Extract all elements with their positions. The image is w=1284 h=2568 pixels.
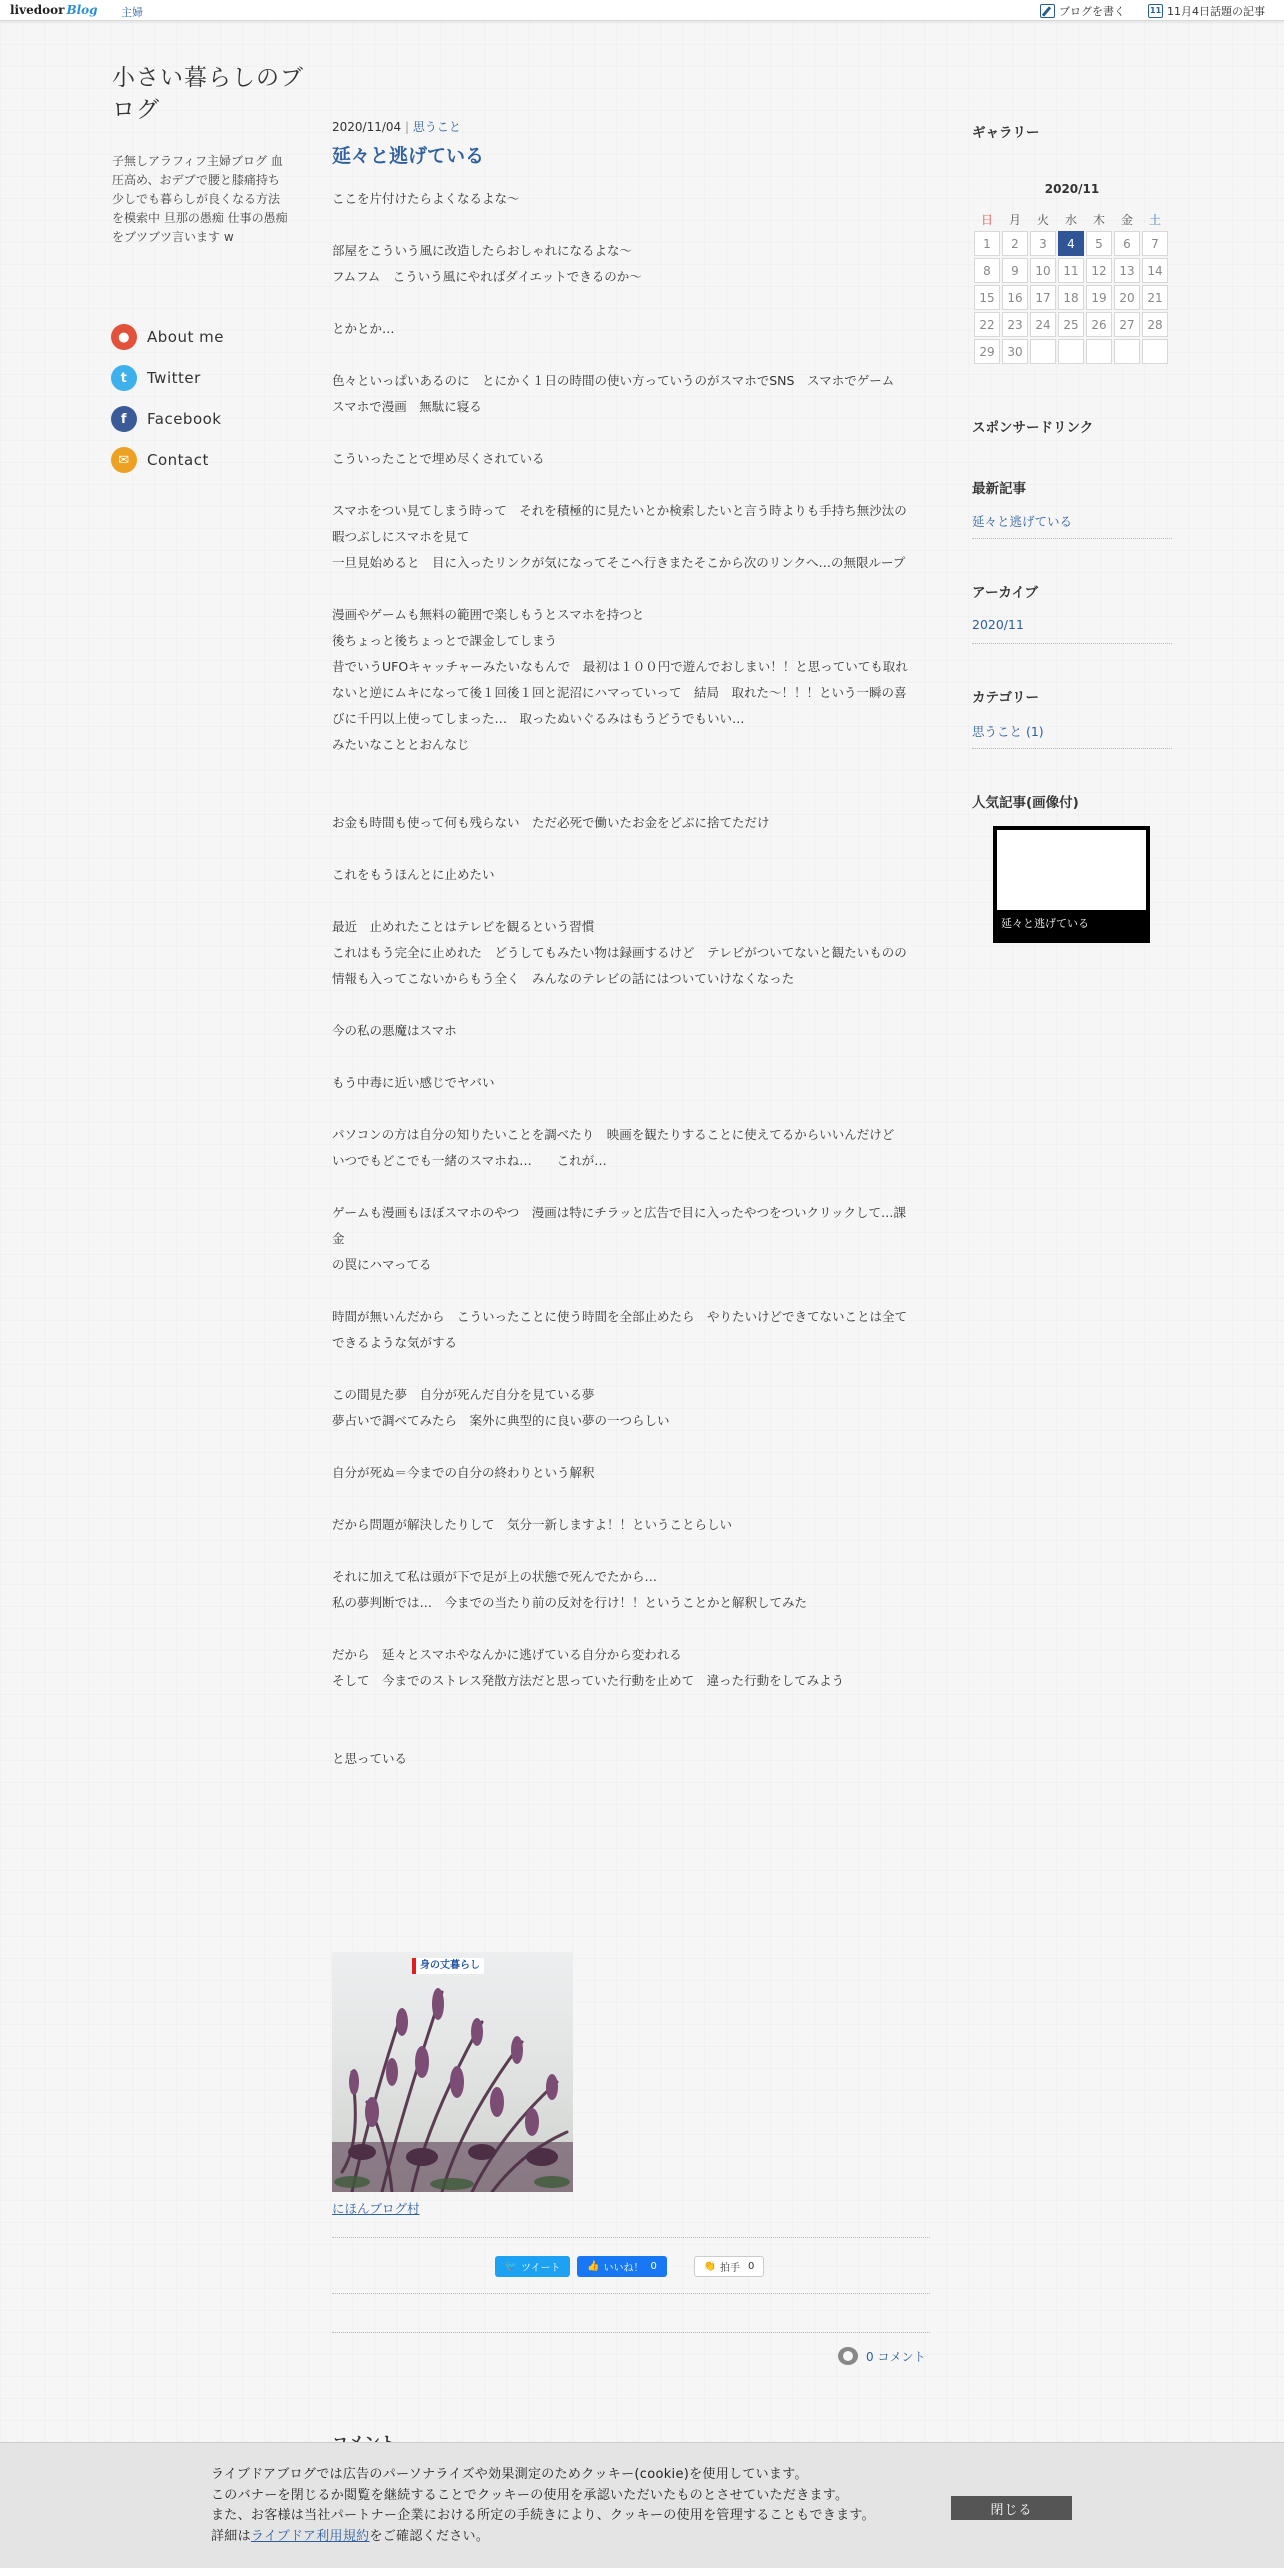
- calendar-day: 12: [1086, 258, 1112, 283]
- archive-heading: アーカイブ: [972, 585, 1039, 601]
- post-line: 後ちょっと後ちょっとで課金してしまう: [332, 633, 558, 648]
- calendar-day: 10: [1030, 258, 1056, 283]
- post-line: 自分が死ぬ＝今までの自分の終わりという解釈: [332, 1465, 595, 1480]
- post-line: [332, 342, 930, 368]
- post-line: [332, 576, 930, 602]
- post-line: ないと逆にムキになって後１回後１回と泥沼にハマっていって 結局 取れた〜！！！という一瞬の喜: [332, 685, 907, 700]
- post-meta: 2020/11/04 | 思うこと: [332, 120, 461, 134]
- calendar-day: 28: [1142, 312, 1168, 337]
- post-line: これをもうほんとに止めたい: [332, 867, 495, 882]
- social-link-contact[interactable]: [111, 447, 209, 473]
- post-line: この間見た夢 自分が死んだ自分を見ている夢: [332, 1387, 595, 1402]
- calendar-title: 2020/11: [1044, 182, 1100, 196]
- calendar-day: [1142, 339, 1168, 364]
- calendar-weekday: 日: [980, 212, 993, 227]
- post-line: [332, 1174, 930, 1200]
- calendar-day: 17: [1030, 285, 1056, 310]
- calendar-day: 6: [1114, 231, 1140, 256]
- calendar-day: [1114, 339, 1140, 364]
- post-line: 一旦見始めると 目に入ったリンクが気になってそこへ行きまたそこから次のリンクへ…の無限ループ: [332, 555, 906, 570]
- tweet-button[interactable]: 🐦 ツイート: [495, 2256, 570, 2277]
- mail-icon: ✉: [111, 447, 137, 473]
- calendar-day: 18: [1058, 285, 1084, 310]
- post-line: 色々といっぱいあるのに とにかく１日の時間の使い方っていうのがスマホでSNS スマホでゲーム: [332, 373, 895, 388]
- post-body: [332, 186, 930, 1772]
- calendar-weekday: 木: [1092, 212, 1105, 227]
- blog-village-banner-image[interactable]: [332, 1952, 573, 2192]
- post-line: びに千円以上使ってしまった… 取ったぬいぐるみはもうどうでもいい…: [332, 711, 745, 726]
- post-line: みたいなこととおんなじ: [332, 737, 470, 752]
- calendar-day: 14: [1142, 258, 1168, 283]
- calendar-weekday: 月: [1008, 212, 1021, 227]
- post-line: [332, 784, 930, 810]
- calendar-day: 21: [1142, 285, 1168, 310]
- nihon-blog-mura-link[interactable]: にほんブログ村: [332, 2201, 420, 2216]
- calendar-day: 24: [1030, 312, 1056, 337]
- calendar-day[interactable]: 4: [1058, 231, 1084, 256]
- post-line: [332, 1278, 930, 1304]
- person-icon: ●: [111, 324, 137, 350]
- blog-description: 子無しアラフィフ主婦ブログ 血圧高め、おデブで腰と膝痛持ち 少しでも暮らしが良くなる方法を模索中 旦那の愚痴 仕事の愚痴をブツブツ言います w: [112, 154, 288, 244]
- post-line: と思っている: [332, 1751, 408, 1766]
- twitter-bird-icon: 🐦: [504, 2261, 517, 2272]
- calendar-day: 20: [1114, 285, 1140, 310]
- post-line: スマホをつい見てしまう時って それを積極的に見たいとか検索したいと言う時よりも手持ち無沙汰の: [332, 503, 907, 518]
- clap-icon: 👏: [703, 2261, 717, 2272]
- calendar-day: 29: [974, 339, 1000, 364]
- share-divider-top: [332, 2237, 930, 2238]
- popular-article-caption: 延々と逃げている: [1001, 917, 1089, 930]
- calendar-weekday: 土: [1148, 212, 1161, 227]
- comment-bubble-icon: [838, 2347, 858, 2365]
- cookie-close-button[interactable]: 閉じる: [951, 2496, 1072, 2520]
- popular-article-card[interactable]: [993, 826, 1150, 943]
- blog-title[interactable]: 小さい暮らしのブログ: [112, 65, 304, 123]
- calendar-day: 2: [1002, 231, 1028, 256]
- post-line: [332, 836, 930, 862]
- post-line: 夢占いで調べてみたら 案外に典型的に良い夢の一つらしい: [332, 1413, 670, 1428]
- calendar-day: 23: [1002, 312, 1028, 337]
- calendar: [972, 207, 1170, 366]
- social-label: Facebook: [147, 410, 222, 428]
- calendar-day: 19: [1086, 285, 1112, 310]
- post-line: とかとか…: [332, 321, 395, 336]
- social-link-about-me[interactable]: [111, 324, 224, 350]
- post-line: [332, 420, 930, 446]
- calendar-day: 8: [974, 258, 1000, 283]
- post-line: [332, 1096, 930, 1122]
- post-line: [332, 888, 930, 914]
- archive-link[interactable]: 2020/11: [972, 617, 1024, 632]
- popular-heading: 人気記事(画像付): [972, 795, 1079, 811]
- post-line: いつでもどこでも一緒のスマホね… これが…: [332, 1153, 607, 1168]
- calendar-day: 22: [974, 312, 1000, 337]
- sponsored-heading: スポンサードリンク: [972, 420, 1094, 436]
- cookie-consent-bar: [0, 2442, 1284, 2568]
- popular-article-thumbnail: [997, 830, 1146, 910]
- post-line: 情報も入ってこないからもう全く みんなのテレビの話にはついていけなくなった: [332, 971, 795, 986]
- calendar-day: 11: [1058, 258, 1084, 283]
- post-line: [332, 212, 930, 238]
- post-line: [332, 992, 930, 1018]
- post-line: こういったことで埋め尽くされている: [332, 451, 545, 466]
- post-line: [332, 290, 930, 316]
- top-bar: [0, 0, 1284, 21]
- pencil-icon: [1040, 4, 1055, 18]
- write-blog-link[interactable]: ブログを書く: [1040, 3, 1125, 19]
- lavender-flowers-illustration: [332, 1952, 573, 2192]
- post-line: [332, 1720, 930, 1746]
- post-line: [332, 472, 930, 498]
- latest-heading: 最新記事: [972, 481, 1026, 497]
- post-line: ゲームも漫画もほぼスマホのやつ 漫画は特にチラッと広告で目に入ったやつをついクリックして…課: [332, 1205, 907, 1220]
- post-line: [332, 1486, 930, 1512]
- calendar-day: 27: [1114, 312, 1140, 337]
- post-line: もう中毒に近い感じでヤバい: [332, 1075, 495, 1090]
- post-line: 今の私の悪魔はスマホ: [332, 1023, 457, 1038]
- calendar-day: 3: [1030, 231, 1056, 256]
- post-line: フムフム こういう風にやればダイエットできるのか〜: [332, 269, 642, 284]
- topic-articles-link[interactable]: 11 11月4日話題の記事: [1148, 3, 1265, 19]
- post-line: パソコンの方は自分の知りたいことを調べたり 映画を観たりすることに使えてるからいいんだけど: [332, 1127, 895, 1142]
- calendar-weekday: 火: [1036, 212, 1049, 227]
- archive-divider: [972, 643, 1172, 644]
- calendar-day: 9: [1002, 258, 1028, 283]
- calendar-day: 13: [1114, 258, 1140, 283]
- latest-article-link[interactable]: 延々と逃げている: [972, 514, 1073, 529]
- calendar-weekday: 金: [1120, 212, 1133, 227]
- thumbs-up-icon: 👍: [587, 2261, 600, 2272]
- clap-button[interactable]: 👏 拍手 0: [694, 2256, 764, 2277]
- social-label: Twitter: [147, 369, 201, 387]
- post-line: これはもう完全に止めれた どうしてもみたい物は録画するけど テレビがついてないと観たいものの: [332, 945, 907, 960]
- post-line: ここを片付けたらよくなるよな〜: [332, 191, 520, 206]
- post-line: [332, 1434, 930, 1460]
- latest-divider: [972, 538, 1172, 539]
- social-link-twitter[interactable]: [111, 365, 201, 391]
- post-line: 最近 止めれたことはテレビを観るという習慣: [332, 919, 595, 934]
- calendar-day: 7: [1142, 231, 1168, 256]
- category-heading: カテゴリー: [972, 690, 1039, 706]
- post-date: 2020/11/04: [332, 120, 402, 134]
- social-label: About me: [147, 328, 224, 346]
- comment-divider: [332, 2332, 930, 2333]
- social-label: Contact: [147, 451, 209, 469]
- post-line: 昔でいうUFOキャッチャーみたいなもんで 最初は１００円で遊んでおしまい！！と思っていても取れ: [332, 659, 908, 674]
- livedoor-blog-logo[interactable]: livedoor Blog: [10, 3, 98, 17]
- calendar-day: [1058, 339, 1084, 364]
- calendar-day: 26: [1086, 312, 1112, 337]
- post-line: [332, 1616, 930, 1642]
- terms-link[interactable]: ライブドア利用規約: [250, 2528, 370, 2544]
- calendar-day: [1086, 339, 1112, 364]
- post-line: だから問題が解決したりして 気分一新しますよ！！ということらしい: [332, 1517, 733, 1532]
- post-line: の罠にハマってる: [332, 1257, 432, 1272]
- post-line: だから 延々とスマホやなんかに逃げている自分から変われる: [332, 1647, 682, 1662]
- twitter-icon: t: [111, 365, 137, 391]
- post-line: [332, 1044, 930, 1070]
- facebook-icon: f: [111, 406, 137, 432]
- post-line: お金も時間も使って何も残らない ただ必死で働いたお金をどぶに捨てただけ: [332, 815, 770, 830]
- article: [332, 118, 930, 1772]
- comment-count-link[interactable]: 0 コメント: [838, 2347, 925, 2365]
- post-title[interactable]: 延々と逃げている: [332, 145, 485, 167]
- post-line: [332, 1356, 930, 1382]
- post-line: 私の夢判断では… 今までの当たり前の反対を行け！！ということかと解釈してみた: [332, 1595, 808, 1610]
- post-line: 金: [332, 1231, 345, 1246]
- calendar-day: 15: [974, 285, 1000, 310]
- cookie-notice-text: ライブドアブログでは広告のパーソナライズや効果測定のためクッキー(cookie)を使用しています。 このバナーを閉じるか閲覧を継続することでクッキーの使用を承認いただいたものとさせていただきます。 また、お客様は当社パートナー企業における所定の手続きにより、クッキーの使用を管理することもできます。 詳細はライブドア利用規約をご確認ください。: [211, 2467, 875, 2544]
- post-line: 部屋をこういう風に改造したらおしゃれになるよな〜: [332, 243, 633, 258]
- gallery-heading: ギャラリー: [972, 125, 1040, 141]
- post-line: そして 今までのストレス発散方法だと思っていた行動を止めて 違った行動をしてみよう: [332, 1673, 845, 1688]
- post-line: [332, 1538, 930, 1564]
- calendar-day: 1: [974, 231, 1000, 256]
- banner-label: 身の丈暮らし: [412, 1958, 484, 1974]
- post-line: スマホで漫画 無駄に寝る: [332, 399, 482, 414]
- calendar-day: 25: [1058, 312, 1084, 337]
- calendar-day: 30: [1002, 339, 1028, 364]
- category-link[interactable]: 思うこと (1): [972, 724, 1044, 739]
- calendar-day: [1030, 339, 1056, 364]
- calendar-weekday: 水: [1064, 212, 1077, 227]
- social-link-facebook[interactable]: [111, 406, 221, 432]
- share-divider-bottom: [332, 2293, 930, 2294]
- facebook-like-button[interactable]: 👍 いいね！ 0: [577, 2256, 667, 2277]
- calendar-day: 5: [1086, 231, 1112, 256]
- category-divider: [972, 748, 1172, 749]
- post-line: [332, 758, 930, 784]
- post-line: [332, 1694, 930, 1720]
- post-line: 漫画やゲームも無料の範囲で楽しもうとスマホを持つと: [332, 607, 645, 622]
- topbar-category-link[interactable]: 主婦: [121, 6, 143, 19]
- calendar-icon: [1148, 4, 1163, 18]
- calendar-day: 16: [1002, 285, 1028, 310]
- post-category-link[interactable]: 思うこと: [412, 120, 461, 134]
- post-line: 暇つぶしにスマホを見て: [332, 529, 470, 544]
- post-line: 時間が無いんだから こういったことに使う時間を全部止めたら やりたいけどできてないことは全て: [332, 1309, 908, 1324]
- post-line: できるような気がする: [332, 1335, 458, 1350]
- post-line: それに加えて私は頭が下で足が上の状態で死んでたから…: [332, 1569, 658, 1584]
